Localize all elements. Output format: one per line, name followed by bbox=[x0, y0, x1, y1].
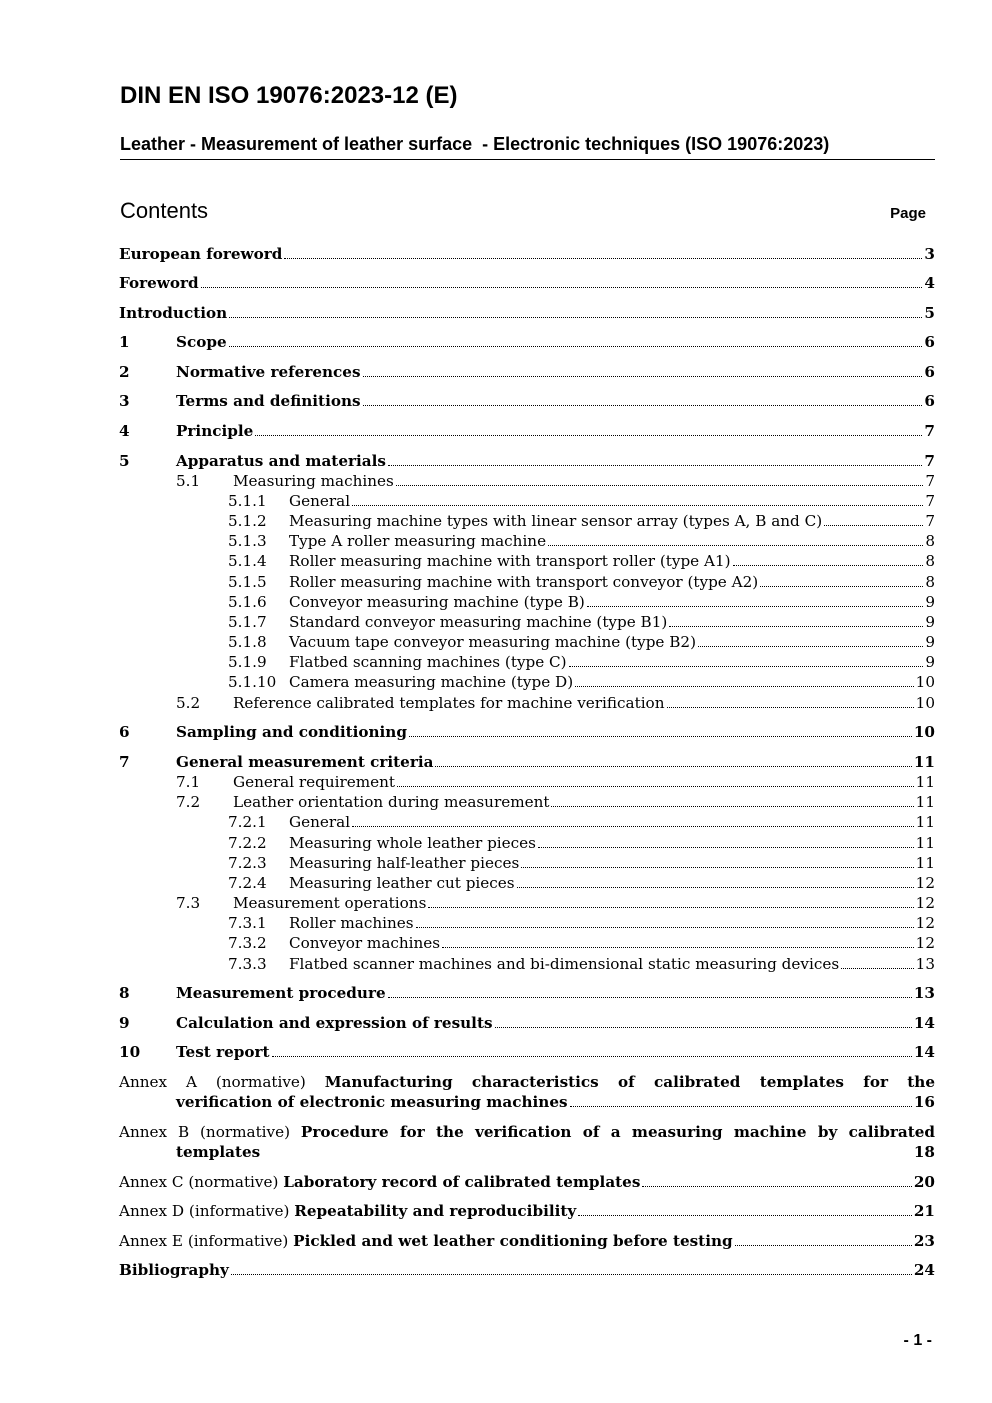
toc-leader-dots bbox=[824, 511, 923, 526]
toc-entry-number: 10 bbox=[119, 1043, 141, 1061]
toc-leader-dots bbox=[255, 421, 922, 436]
document-title: DIN EN ISO 19076:2023-12 (E) bbox=[120, 82, 458, 109]
annex-type: (informative) bbox=[188, 1202, 290, 1220]
toc-entry-page: 11 bbox=[915, 834, 935, 852]
toc-entry[interactable] bbox=[119, 893, 935, 913]
toc-leader-dots bbox=[841, 954, 914, 969]
toc-leader-dots bbox=[272, 1042, 912, 1057]
toc-entry[interactable] bbox=[119, 303, 935, 323]
toc-entry[interactable] bbox=[119, 551, 935, 571]
annex-label: Annex D bbox=[119, 1202, 185, 1220]
toc-entry-number: 5.1.8 bbox=[228, 633, 267, 651]
toc-entry-number: 7.3.3 bbox=[228, 955, 267, 973]
toc-entry[interactable] bbox=[119, 983, 935, 1003]
annex-title-continued: templates bbox=[176, 1143, 261, 1161]
toc-entry-number: 7.1 bbox=[176, 773, 201, 791]
toc-entry-number: 7.2.1 bbox=[228, 813, 267, 831]
toc-entry-title: Measuring half-leather pieces bbox=[289, 854, 520, 872]
toc-entry-title: Type A roller measuring machine bbox=[289, 532, 547, 550]
toc-entry[interactable] bbox=[119, 391, 935, 411]
toc-entry-title: Measuring machines bbox=[233, 472, 394, 490]
toc-entry[interactable] bbox=[119, 632, 935, 652]
toc-entry-title: Roller machines bbox=[289, 914, 414, 932]
toc-entry-page: 18 bbox=[913, 1143, 935, 1161]
annex-label: Annex C bbox=[119, 1173, 184, 1191]
toc-entry[interactable] bbox=[119, 362, 935, 382]
toc-entry[interactable] bbox=[119, 511, 935, 531]
toc-entry-page: 5 bbox=[924, 304, 935, 322]
toc-entry-title: Measuring machine types with linear sensor array (types A, B and C) bbox=[289, 512, 823, 530]
toc-entry[interactable] bbox=[119, 772, 935, 792]
toc-entry-page: 4 bbox=[924, 274, 935, 292]
toc-entry-page: 6 bbox=[924, 392, 935, 410]
toc-entry[interactable] bbox=[119, 933, 935, 953]
toc-entry[interactable] bbox=[119, 792, 935, 812]
toc-entry-page: 13 bbox=[913, 984, 935, 1002]
toc-leader-dots bbox=[669, 612, 923, 627]
toc-entry[interactable] bbox=[119, 1042, 935, 1062]
toc-entry-page: 9 bbox=[925, 653, 935, 671]
toc-entry[interactable] bbox=[119, 471, 935, 491]
toc-entry-title: Camera measuring machine (type D) bbox=[289, 673, 574, 691]
toc-entry-page: 12 bbox=[915, 914, 935, 932]
toc-entry-title: Leather orientation during measurement bbox=[233, 793, 550, 811]
toc-entry-title: Scope bbox=[176, 333, 227, 351]
toc-entry-page: 10 bbox=[915, 673, 935, 691]
toc-entry-title: Conveyor machines bbox=[289, 934, 441, 952]
toc-entry-page: 9 bbox=[925, 593, 935, 611]
toc-leader-dots bbox=[733, 551, 923, 566]
toc-leader-dots bbox=[521, 853, 913, 868]
toc-entry-page: 23 bbox=[913, 1232, 935, 1250]
toc-leader-dots bbox=[201, 273, 923, 288]
toc-entry-page: 24 bbox=[913, 1261, 935, 1279]
toc-entry-title: General requirement bbox=[233, 773, 396, 791]
toc-entry-page: 12 bbox=[915, 934, 935, 952]
toc-entry-page: 7 bbox=[925, 512, 935, 530]
annex-type: (normative) bbox=[215, 1073, 306, 1091]
toc-entry-page: 7 bbox=[925, 492, 935, 510]
toc-leader-dots bbox=[363, 391, 923, 406]
toc-entry-page: 6 bbox=[924, 333, 935, 351]
annex-title: Bibliography bbox=[119, 1261, 229, 1279]
toc-entry-number: 5.1.10 bbox=[228, 673, 277, 691]
toc-leader-dots bbox=[397, 772, 914, 787]
toc-entry[interactable] bbox=[119, 812, 935, 832]
toc-leader-dots bbox=[642, 1172, 911, 1187]
toc-entry-title: General bbox=[289, 492, 351, 510]
toc-entry-title: Sampling and conditioning bbox=[176, 723, 407, 741]
toc-entry[interactable] bbox=[119, 612, 935, 632]
toc-entry[interactable] bbox=[119, 652, 935, 672]
toc-entry-number: 5.1.5 bbox=[228, 573, 267, 591]
footer-page-number: - 1 - bbox=[903, 1332, 932, 1349]
toc-entry-page: 10 bbox=[913, 723, 935, 741]
annex-title: Repeatability and reproducibility bbox=[294, 1202, 577, 1220]
toc-entry-title: Calculation and expression of results bbox=[176, 1014, 493, 1032]
toc-entry-page: 6 bbox=[924, 363, 935, 381]
annex-type: (normative) bbox=[188, 1173, 279, 1191]
toc-entry-page: 8 bbox=[925, 552, 935, 570]
toc-entry-number: 5.1.7 bbox=[228, 613, 267, 631]
toc-entry-title: Measuring leather cut pieces bbox=[289, 874, 515, 892]
toc-entry-number: 5.1.9 bbox=[228, 653, 267, 671]
toc-entry-title: Vacuum tape conveyor measuring machine (type B2) bbox=[289, 633, 696, 651]
toc-entry-number: 7.3.1 bbox=[228, 914, 267, 932]
toc-entry-title: Flatbed scanner machines and bi-dimensional static measuring devices bbox=[289, 955, 840, 973]
toc-leader-dots bbox=[428, 893, 913, 908]
toc-entry-page: 3 bbox=[924, 245, 935, 263]
toc-entry-number: 7.3.2 bbox=[228, 934, 267, 952]
toc-entry[interactable] bbox=[119, 913, 935, 933]
toc-leader-dots bbox=[735, 1231, 912, 1246]
toc-entry-title: Principle bbox=[176, 422, 254, 440]
toc-entry-number: 3 bbox=[119, 392, 130, 410]
toc-entry-title: Foreword bbox=[119, 274, 199, 292]
toc-entry-title: Test report bbox=[176, 1043, 270, 1061]
toc-leader-dots bbox=[363, 362, 923, 377]
toc-entry-title: General measurement criteria bbox=[176, 753, 434, 771]
toc-entry-page: 12 bbox=[915, 894, 935, 912]
toc-entry-page: 11 bbox=[915, 854, 935, 872]
toc-entry-title: General bbox=[289, 813, 351, 831]
toc-entry-number: 5.1.1 bbox=[228, 492, 267, 510]
toc-leader-dots bbox=[284, 244, 922, 259]
annex-title: Procedure for the verification of a measuring machine by calibrated bbox=[300, 1123, 936, 1141]
toc-entry[interactable] bbox=[119, 853, 935, 873]
toc-leader-dots bbox=[231, 1260, 912, 1275]
toc-entry-number: 4 bbox=[119, 422, 130, 440]
toc-annex-e[interactable] bbox=[119, 1231, 935, 1251]
toc-bibliography[interactable] bbox=[119, 1260, 935, 1280]
toc-leader-dots bbox=[698, 632, 923, 647]
annex-type: (normative) bbox=[200, 1123, 291, 1141]
toc-entry-title: European foreword bbox=[119, 245, 283, 263]
toc-entry[interactable] bbox=[119, 244, 935, 264]
toc-entry[interactable] bbox=[119, 672, 935, 692]
toc-entry[interactable] bbox=[119, 451, 935, 471]
toc-entry-number: 6 bbox=[119, 723, 130, 741]
toc-entry[interactable] bbox=[119, 722, 935, 742]
toc-entry-title: Normative references bbox=[176, 363, 361, 381]
toc-entry[interactable] bbox=[119, 752, 935, 772]
toc-entry-page: 20 bbox=[913, 1173, 935, 1191]
toc-entry-number: 1 bbox=[119, 333, 130, 351]
toc-entry-page: 9 bbox=[925, 613, 935, 631]
toc-leader-dots bbox=[578, 1201, 912, 1216]
toc-entry-page: 14 bbox=[913, 1014, 935, 1032]
toc-entry-title: Terms and definitions bbox=[176, 392, 361, 410]
toc-leader-dots bbox=[416, 913, 914, 928]
toc-entry[interactable] bbox=[119, 491, 935, 511]
toc-entry-number: 7.2 bbox=[176, 793, 201, 811]
toc-entry-page: 11 bbox=[915, 813, 935, 831]
toc-leader-dots bbox=[569, 652, 923, 667]
toc-entry-page: 8 bbox=[925, 532, 935, 550]
toc-annex-d[interactable] bbox=[119, 1201, 935, 1221]
toc-leader-dots bbox=[587, 592, 923, 607]
toc-entry-title: Reference calibrated templates for machine verification bbox=[233, 694, 665, 712]
toc-entry-page: 10 bbox=[915, 694, 935, 712]
toc-entry-title: Measuring whole leather pieces bbox=[289, 834, 536, 852]
toc-entry-page: 11 bbox=[915, 773, 935, 791]
toc-leader-dots bbox=[495, 1013, 912, 1028]
toc-entry-number: 5.1.2 bbox=[228, 512, 267, 530]
annex-title: Pickled and wet leather conditioning before testing bbox=[293, 1232, 733, 1250]
toc-leader-dots bbox=[352, 491, 923, 506]
toc-leader-dots bbox=[760, 572, 923, 587]
toc-leader-dots bbox=[388, 451, 923, 466]
toc-entry-number: 2 bbox=[119, 363, 130, 381]
toc-entry-title: Measurement operations bbox=[233, 894, 427, 912]
toc-leader-dots bbox=[409, 722, 912, 737]
annex-title: Manufacturing characteristics of calibrated templates for the bbox=[324, 1073, 936, 1091]
page-column-heading: Page bbox=[890, 205, 926, 222]
toc-entry[interactable] bbox=[119, 572, 935, 592]
toc-annex-c[interactable] bbox=[119, 1172, 935, 1192]
toc-entry-title: Roller measuring machine with transport conveyor (type A2) bbox=[289, 573, 759, 591]
toc-entry-number: 5 bbox=[119, 452, 130, 470]
toc-entry-number: 5.1.6 bbox=[228, 593, 267, 611]
toc-entry-page: 11 bbox=[913, 753, 935, 771]
toc-entry[interactable] bbox=[119, 873, 935, 893]
toc-entry-number: 7.2.4 bbox=[228, 874, 267, 892]
toc-entry-number: 5.2 bbox=[176, 694, 201, 712]
toc-leader-dots bbox=[575, 672, 914, 687]
toc-entry-page: 21 bbox=[913, 1202, 935, 1220]
toc-entry-title: Introduction bbox=[119, 304, 228, 322]
toc-entry-title: Standard conveyor measuring machine (type B1) bbox=[289, 613, 668, 631]
toc-entry[interactable] bbox=[119, 833, 935, 853]
toc-leader-dots bbox=[352, 812, 914, 827]
toc-leader-dots bbox=[517, 873, 914, 888]
toc-annex-b[interactable] bbox=[119, 1122, 935, 1162]
toc-entry-title: Measurement procedure bbox=[176, 984, 386, 1002]
toc-leader-dots bbox=[538, 833, 914, 848]
annex-label: Annex A bbox=[119, 1073, 197, 1091]
toc-entry-number: 7.3 bbox=[176, 894, 201, 912]
toc-entry-title: Conveyor measuring machine (type B) bbox=[289, 593, 585, 611]
toc-entry-title: Roller measuring machine with transport roller (type A1) bbox=[289, 552, 731, 570]
toc-leader-dots bbox=[388, 983, 912, 998]
toc-entry-number: 5.1 bbox=[176, 472, 201, 490]
toc-leader-dots bbox=[229, 332, 923, 347]
toc-entry-page: 12 bbox=[915, 874, 935, 892]
toc-leader-dots bbox=[667, 693, 914, 708]
toc-entry-page: 11 bbox=[915, 793, 935, 811]
toc-entry-number: 7.2.3 bbox=[228, 854, 267, 872]
annex-label: Annex B bbox=[119, 1123, 190, 1141]
toc-entry-title: Flatbed scanning machines (type C) bbox=[289, 653, 567, 671]
toc-entry-page: 13 bbox=[915, 955, 935, 973]
toc-annex-a[interactable] bbox=[119, 1072, 935, 1112]
toc-leader-dots bbox=[548, 531, 923, 546]
document-subtitle: Leather - Measurement of leather surface - Electronic techniques (ISO 19076:2023) bbox=[120, 134, 935, 160]
toc-entry-number: 8 bbox=[119, 984, 130, 1002]
toc-leader-dots bbox=[435, 752, 911, 767]
annex-title: Laboratory record of calibrated templates bbox=[283, 1173, 641, 1191]
toc-leader-dots bbox=[396, 471, 923, 486]
toc-entry-page: 7 bbox=[924, 452, 935, 470]
toc-entry-number: 9 bbox=[119, 1014, 130, 1032]
toc-entry-page: 8 bbox=[925, 573, 935, 591]
toc-leader-dots bbox=[229, 303, 922, 318]
toc-entry-number: 7 bbox=[119, 753, 130, 771]
toc-entry[interactable] bbox=[119, 421, 935, 441]
toc-entry-number: 5.1.4 bbox=[228, 552, 267, 570]
toc-leader-dots bbox=[551, 792, 913, 807]
toc-entry[interactable] bbox=[119, 954, 935, 974]
toc-entry-page: 7 bbox=[924, 422, 935, 440]
annex-label: Annex E bbox=[119, 1232, 183, 1250]
toc-entry[interactable] bbox=[119, 273, 935, 293]
toc-entry[interactable] bbox=[119, 592, 935, 612]
toc-entry[interactable] bbox=[119, 693, 935, 713]
toc-entry-title: Apparatus and materials bbox=[176, 452, 386, 470]
toc-leader-dots bbox=[442, 933, 914, 948]
toc-entry-page: 16 bbox=[913, 1093, 935, 1111]
annex-title-continued: verification of electronic measuring machines bbox=[176, 1093, 568, 1111]
annex-type: (informative) bbox=[187, 1232, 289, 1250]
toc-entry-page: 7 bbox=[925, 472, 935, 490]
contents-heading: Contents bbox=[120, 198, 209, 223]
toc-entry-page: 14 bbox=[913, 1043, 935, 1061]
toc-entry[interactable] bbox=[119, 332, 935, 352]
toc-entry[interactable] bbox=[119, 531, 935, 551]
toc-entry-page: 9 bbox=[925, 633, 935, 651]
toc-entry-number: 5.1.3 bbox=[228, 532, 267, 550]
toc-entry[interactable] bbox=[119, 1013, 935, 1033]
toc-entry-number: 7.2.2 bbox=[228, 834, 267, 852]
toc-leader-dots bbox=[570, 1092, 912, 1107]
